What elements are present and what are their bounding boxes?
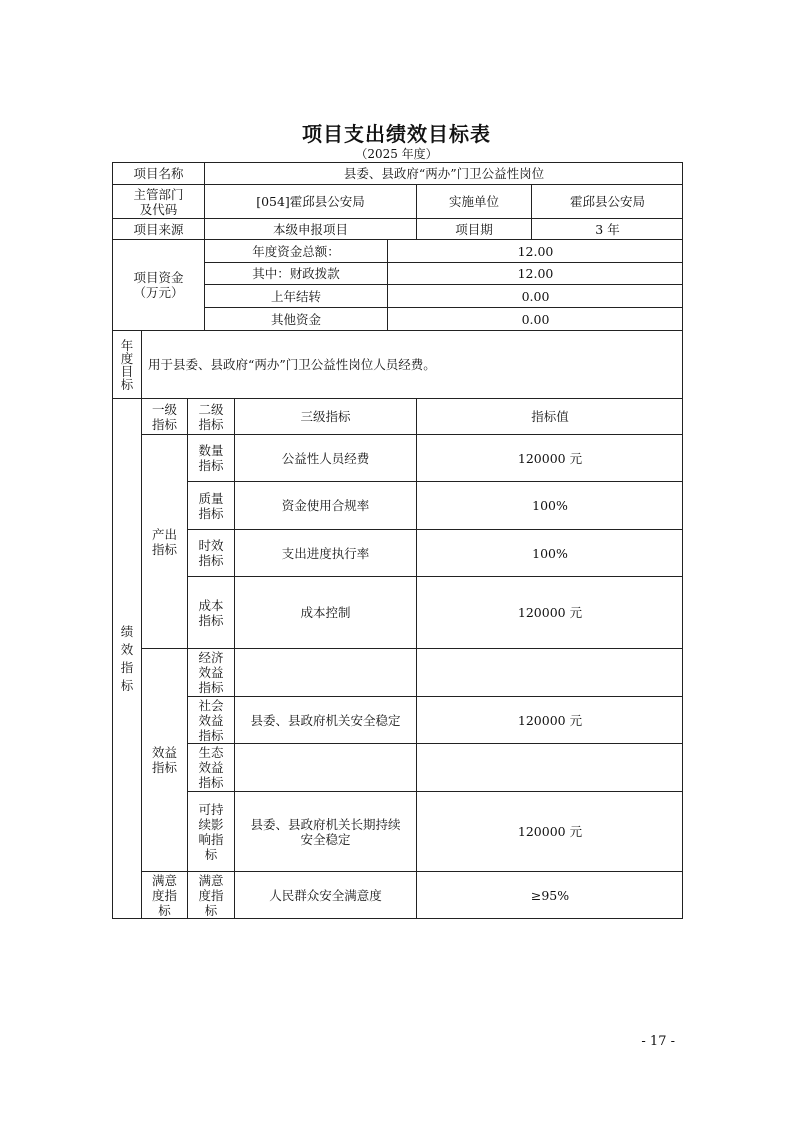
header-level1: 一级 指标 (141, 398, 187, 434)
annual-goal-value: 用于县委、县政府“两办”门卫公益性岗位人员经费。 (141, 330, 683, 398)
indicator-level3: 支出进度执行率 (234, 529, 416, 576)
indicator-level3: 县委、县政府机关长期持续 安全稳定 (234, 791, 416, 871)
perf-label: 绩 效 指 标 (112, 398, 141, 919)
page-title: 项目支出绩效目标表 (302, 122, 491, 146)
period-value: 3 年 (531, 218, 683, 239)
source-label: 项目来源 (112, 218, 204, 239)
indicator-level3: 公益性人员经费 (234, 434, 416, 481)
indicator-value (416, 648, 683, 696)
indicator-value: 120000 元 (416, 434, 683, 481)
project-name-value: 县委、县政府“两办”门卫公益性岗位 (204, 162, 683, 184)
funds-carryover-value: 0.00 (387, 284, 683, 307)
funds-fiscal-label: 其中：财政拨款 (204, 262, 387, 284)
indicator-value: 120000 元 (416, 576, 683, 648)
indicator-level2: 数量 指标 (187, 434, 234, 481)
funds-label: 项目资金 （万元） (112, 239, 204, 330)
header-level3: 三级指标 (234, 398, 416, 434)
indicator-value: 100% (416, 481, 683, 529)
indicator-value: 100% (416, 529, 683, 576)
header-level2: 二级 指标 (187, 398, 234, 434)
project-name-label: 项目名称 (112, 162, 204, 184)
impl-unit-value: 霍邱县公安局 (531, 184, 683, 218)
funds-total-label: 年度资金总额： (204, 239, 387, 262)
indicator-level2: 成本 指标 (187, 576, 234, 648)
year-subtitle: （2025 年度） (355, 147, 438, 161)
indicator-level2: 社会 效益 指标 (187, 696, 234, 743)
indicator-level3: 人民群众安全满意度 (234, 871, 416, 919)
indicator-value (416, 743, 683, 791)
level1-benefit: 效益 指标 (141, 648, 187, 871)
funds-other-value: 0.00 (387, 307, 683, 330)
funds-carryover-label: 上年结转 (204, 284, 387, 307)
indicator-level2: 可持 续影 响指 标 (187, 791, 234, 871)
indicator-value: ≥95% (416, 871, 683, 919)
indicator-level3 (234, 743, 416, 791)
level1-output: 产出 指标 (141, 434, 187, 648)
indicator-level2: 经济 效益 指标 (187, 648, 234, 696)
indicator-level3: 县委、县政府机关安全稳定 (234, 696, 416, 743)
period-label: 项目期 (416, 218, 531, 239)
indicator-level2: 时效 指标 (187, 529, 234, 576)
level1-satisfaction: 满意 度指 标 (141, 871, 187, 919)
header-value: 指标值 (416, 398, 683, 434)
dept-label: 主管部门 及代码 (112, 184, 204, 218)
impl-unit-label: 实施单位 (416, 184, 531, 218)
dept-value: [054]霍邱县公安局 (204, 184, 416, 218)
funds-fiscal-value: 12.00 (387, 262, 683, 284)
indicator-level2: 质量 指标 (187, 481, 234, 529)
page-number: - 17 - (641, 1034, 675, 1049)
funds-total-value: 12.00 (387, 239, 683, 262)
indicator-value: 120000 元 (416, 696, 683, 743)
indicator-level3 (234, 648, 416, 696)
indicator-level3: 资金使用合规率 (234, 481, 416, 529)
funds-other-label: 其他资金 (204, 307, 387, 330)
indicator-level2: 生态 效益 指标 (187, 743, 234, 791)
source-value: 本级申报项目 (204, 218, 416, 239)
indicator-level3: 成本控制 (234, 576, 416, 648)
annual-goal-label: 年 度 目 标 (112, 330, 141, 398)
indicator-level2: 满意 度指 标 (187, 871, 234, 919)
indicator-value: 120000 元 (416, 791, 683, 871)
